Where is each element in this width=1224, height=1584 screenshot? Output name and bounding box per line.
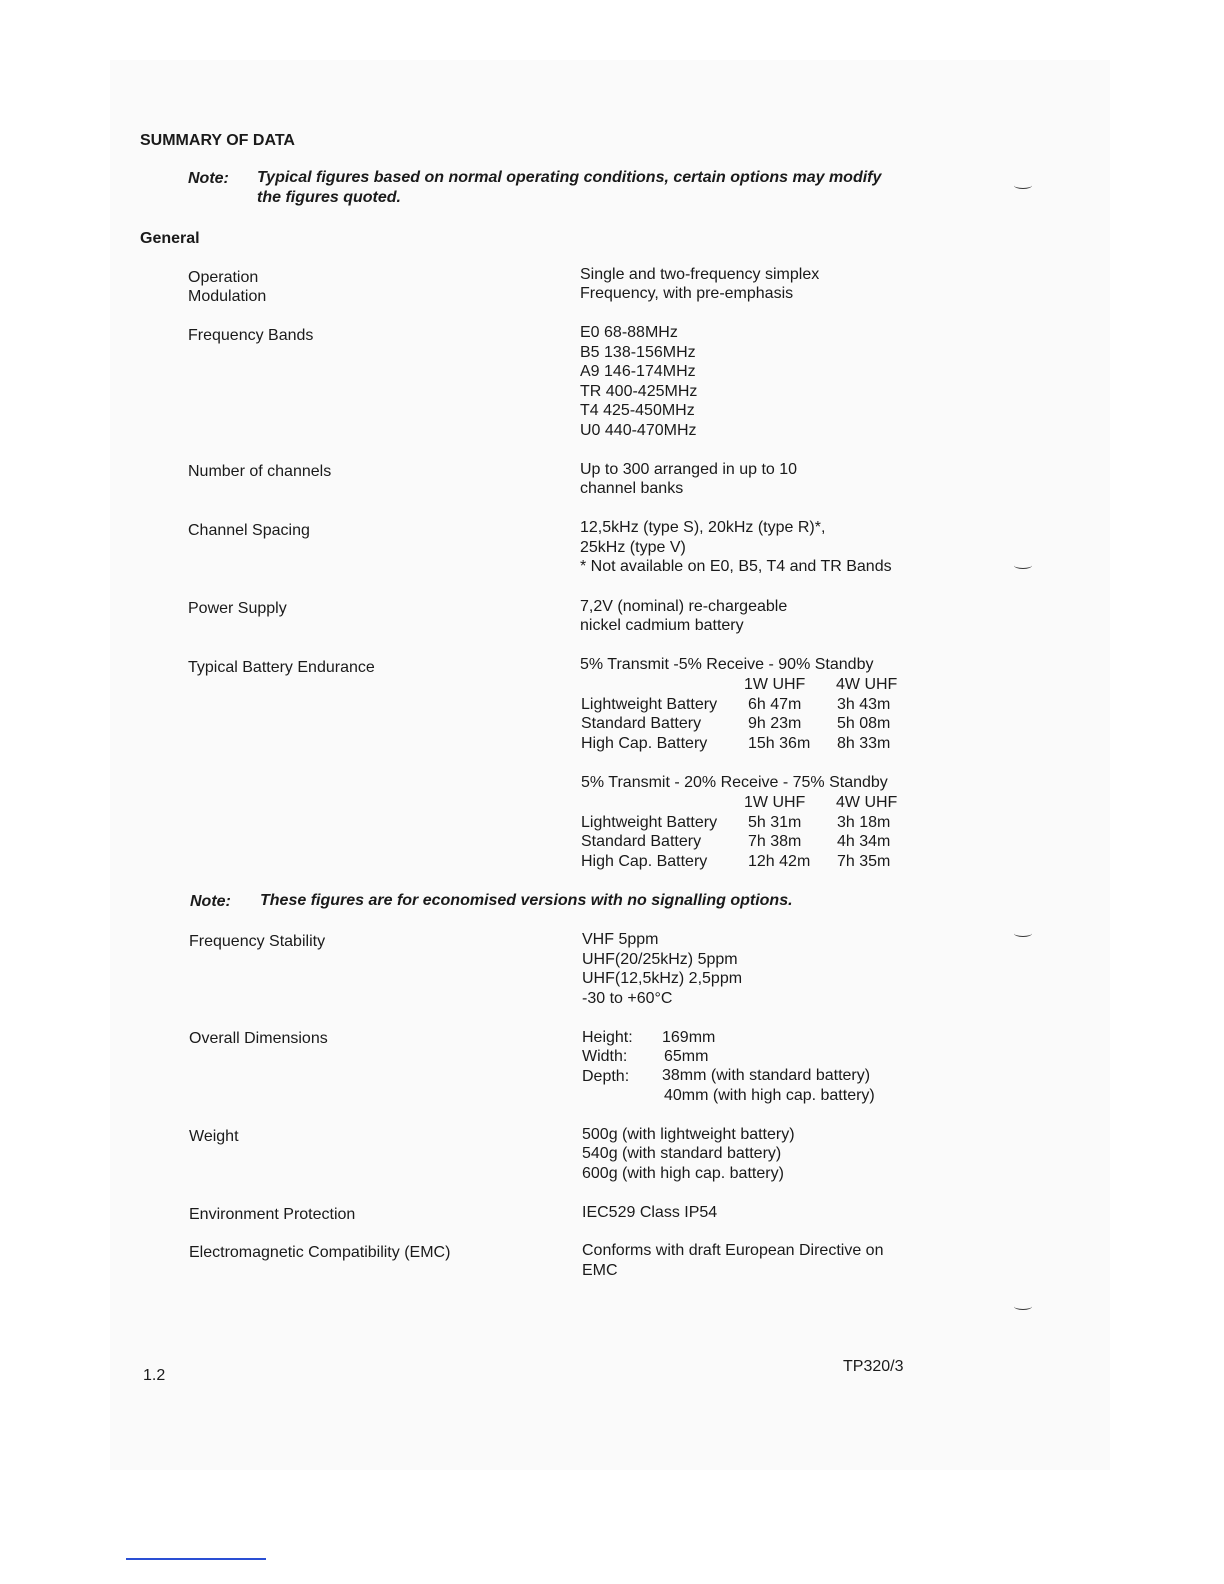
page-number: 1.2 (143, 1367, 166, 1384)
frequency-band: B5 138-156MHz (580, 344, 696, 361)
endurance-row-label: High Cap. Battery (581, 735, 708, 752)
dimension-value: 38mm (with standard battery) (662, 1067, 871, 1084)
endurance-cell: 9h 23m (748, 715, 802, 732)
endurance-cell: 4h 34m (837, 833, 891, 850)
endurance-cell: 8h 33m (837, 735, 891, 752)
endurance-cell: 3h 18m (837, 814, 891, 831)
endurance-row-label: Lightweight Battery (581, 696, 718, 713)
power-value: 7,2V (nominal) re-chargeable (580, 598, 788, 615)
spacing-value: 12,5kHz (type S), 20kHz (type R)*, (580, 519, 826, 536)
weight-value: 600g (with high cap. battery) (582, 1165, 784, 1182)
stability-value: -30 to +60°C (582, 990, 673, 1007)
emc-value: Conforms with draft European Directive on (582, 1242, 884, 1259)
page-title: SUMMARY OF DATA (140, 132, 295, 149)
stability-value: UHF(20/25kHz) 5ppm (582, 951, 738, 968)
modulation-value: Frequency, with pre-emphasis (580, 285, 794, 302)
stability-value: UHF(12,5kHz) 2,5ppm (582, 970, 743, 987)
endurance-row-label: High Cap. Battery (581, 853, 708, 870)
spacing-footnote: * Not available on E0, B5, T4 and TR Bands (580, 558, 892, 575)
frequency-band: E0 68-88MHz (580, 324, 678, 341)
endurance-cell: 5h 08m (837, 715, 891, 732)
note2-label: Note: (190, 893, 231, 910)
dimension-key: Height: (582, 1029, 633, 1046)
binder-hole-mark (1014, 930, 1032, 937)
weight-value: 540g (with standard battery) (582, 1145, 782, 1162)
endurance-label: Typical Battery Endurance (188, 659, 375, 676)
endurance-row-label: Standard Battery (581, 833, 702, 850)
spacing-label: Channel Spacing (188, 522, 310, 539)
endurance-cell: 3h 43m (837, 696, 891, 713)
note-text-line1: Typical figures based on normal operating conditions, certain options may modify (257, 169, 882, 186)
spacing-value: 25kHz (type V) (580, 539, 686, 556)
environment-value: IEC529 Class IP54 (582, 1204, 718, 1221)
bottom-rule (126, 1558, 266, 1560)
environment-label: Environment Protection (189, 1206, 356, 1223)
power-value: nickel cadmium battery (580, 617, 744, 634)
channels-value: channel banks (580, 480, 684, 497)
endurance-col-header: 1W UHF (744, 794, 806, 811)
modulation-label: Modulation (188, 288, 267, 305)
operation-value: Single and two-frequency simplex (580, 266, 820, 283)
frequency-band: TR 400-425MHz (580, 383, 698, 400)
dimension-key: Depth: (582, 1068, 630, 1085)
binder-hole-mark (1014, 1303, 1032, 1310)
frequency-band: T4 425-450MHz (580, 402, 695, 419)
weight-label: Weight (189, 1128, 239, 1145)
dimensions-label: Overall Dimensions (189, 1030, 328, 1047)
frequency-band: A9 146-174MHz (580, 363, 696, 380)
emc-value: EMC (582, 1262, 618, 1279)
operation-label: Operation (188, 269, 259, 286)
note-text-line2: the figures quoted. (257, 189, 401, 206)
weight-value: 500g (with lightweight battery) (582, 1126, 795, 1143)
dimension-value: 65mm (664, 1048, 709, 1065)
endurance-table2-heading: 5% Transmit - 20% Receive - 75% Standby (581, 774, 888, 791)
frequency-bands-label: Frequency Bands (188, 327, 314, 344)
dimension-value: 40mm (with high cap. battery) (664, 1087, 875, 1104)
endurance-cell: 6h 47m (748, 696, 802, 713)
endurance-col-header: 4W UHF (836, 676, 898, 693)
emc-label: Electromagnetic Compatibility (EMC) (189, 1244, 451, 1261)
note2-text: These figures are for economised versions with no signalling options. (260, 892, 793, 909)
stability-value: VHF 5ppm (582, 931, 659, 948)
endurance-row-label: Lightweight Battery (581, 814, 718, 831)
endurance-cell: 5h 31m (748, 814, 802, 831)
section-heading: General (140, 230, 200, 247)
channels-value: Up to 300 arranged in up to 10 (580, 461, 798, 478)
endurance-cell: 12h 42m (748, 853, 811, 870)
document-reference: TP320/3 (843, 1358, 904, 1375)
power-label: Power Supply (188, 600, 287, 617)
note-label: Note: (188, 170, 229, 187)
dimension-value: 169mm (662, 1029, 716, 1046)
stability-label: Frequency Stability (189, 933, 326, 950)
endurance-col-header: 4W UHF (836, 794, 898, 811)
endurance-row-label: Standard Battery (581, 715, 702, 732)
endurance-cell: 7h 35m (837, 853, 891, 870)
dimension-key: Width: (582, 1048, 628, 1065)
endurance-cell: 7h 38m (748, 833, 802, 850)
endurance-cell: 15h 36m (748, 735, 811, 752)
endurance-table1-heading: 5% Transmit -5% Receive - 90% Standby (580, 656, 874, 673)
frequency-band: U0 440-470MHz (580, 422, 697, 439)
channels-label: Number of channels (188, 463, 332, 480)
binder-hole-mark (1014, 182, 1032, 189)
endurance-col-header: 1W UHF (744, 676, 806, 693)
binder-hole-mark (1014, 562, 1032, 569)
